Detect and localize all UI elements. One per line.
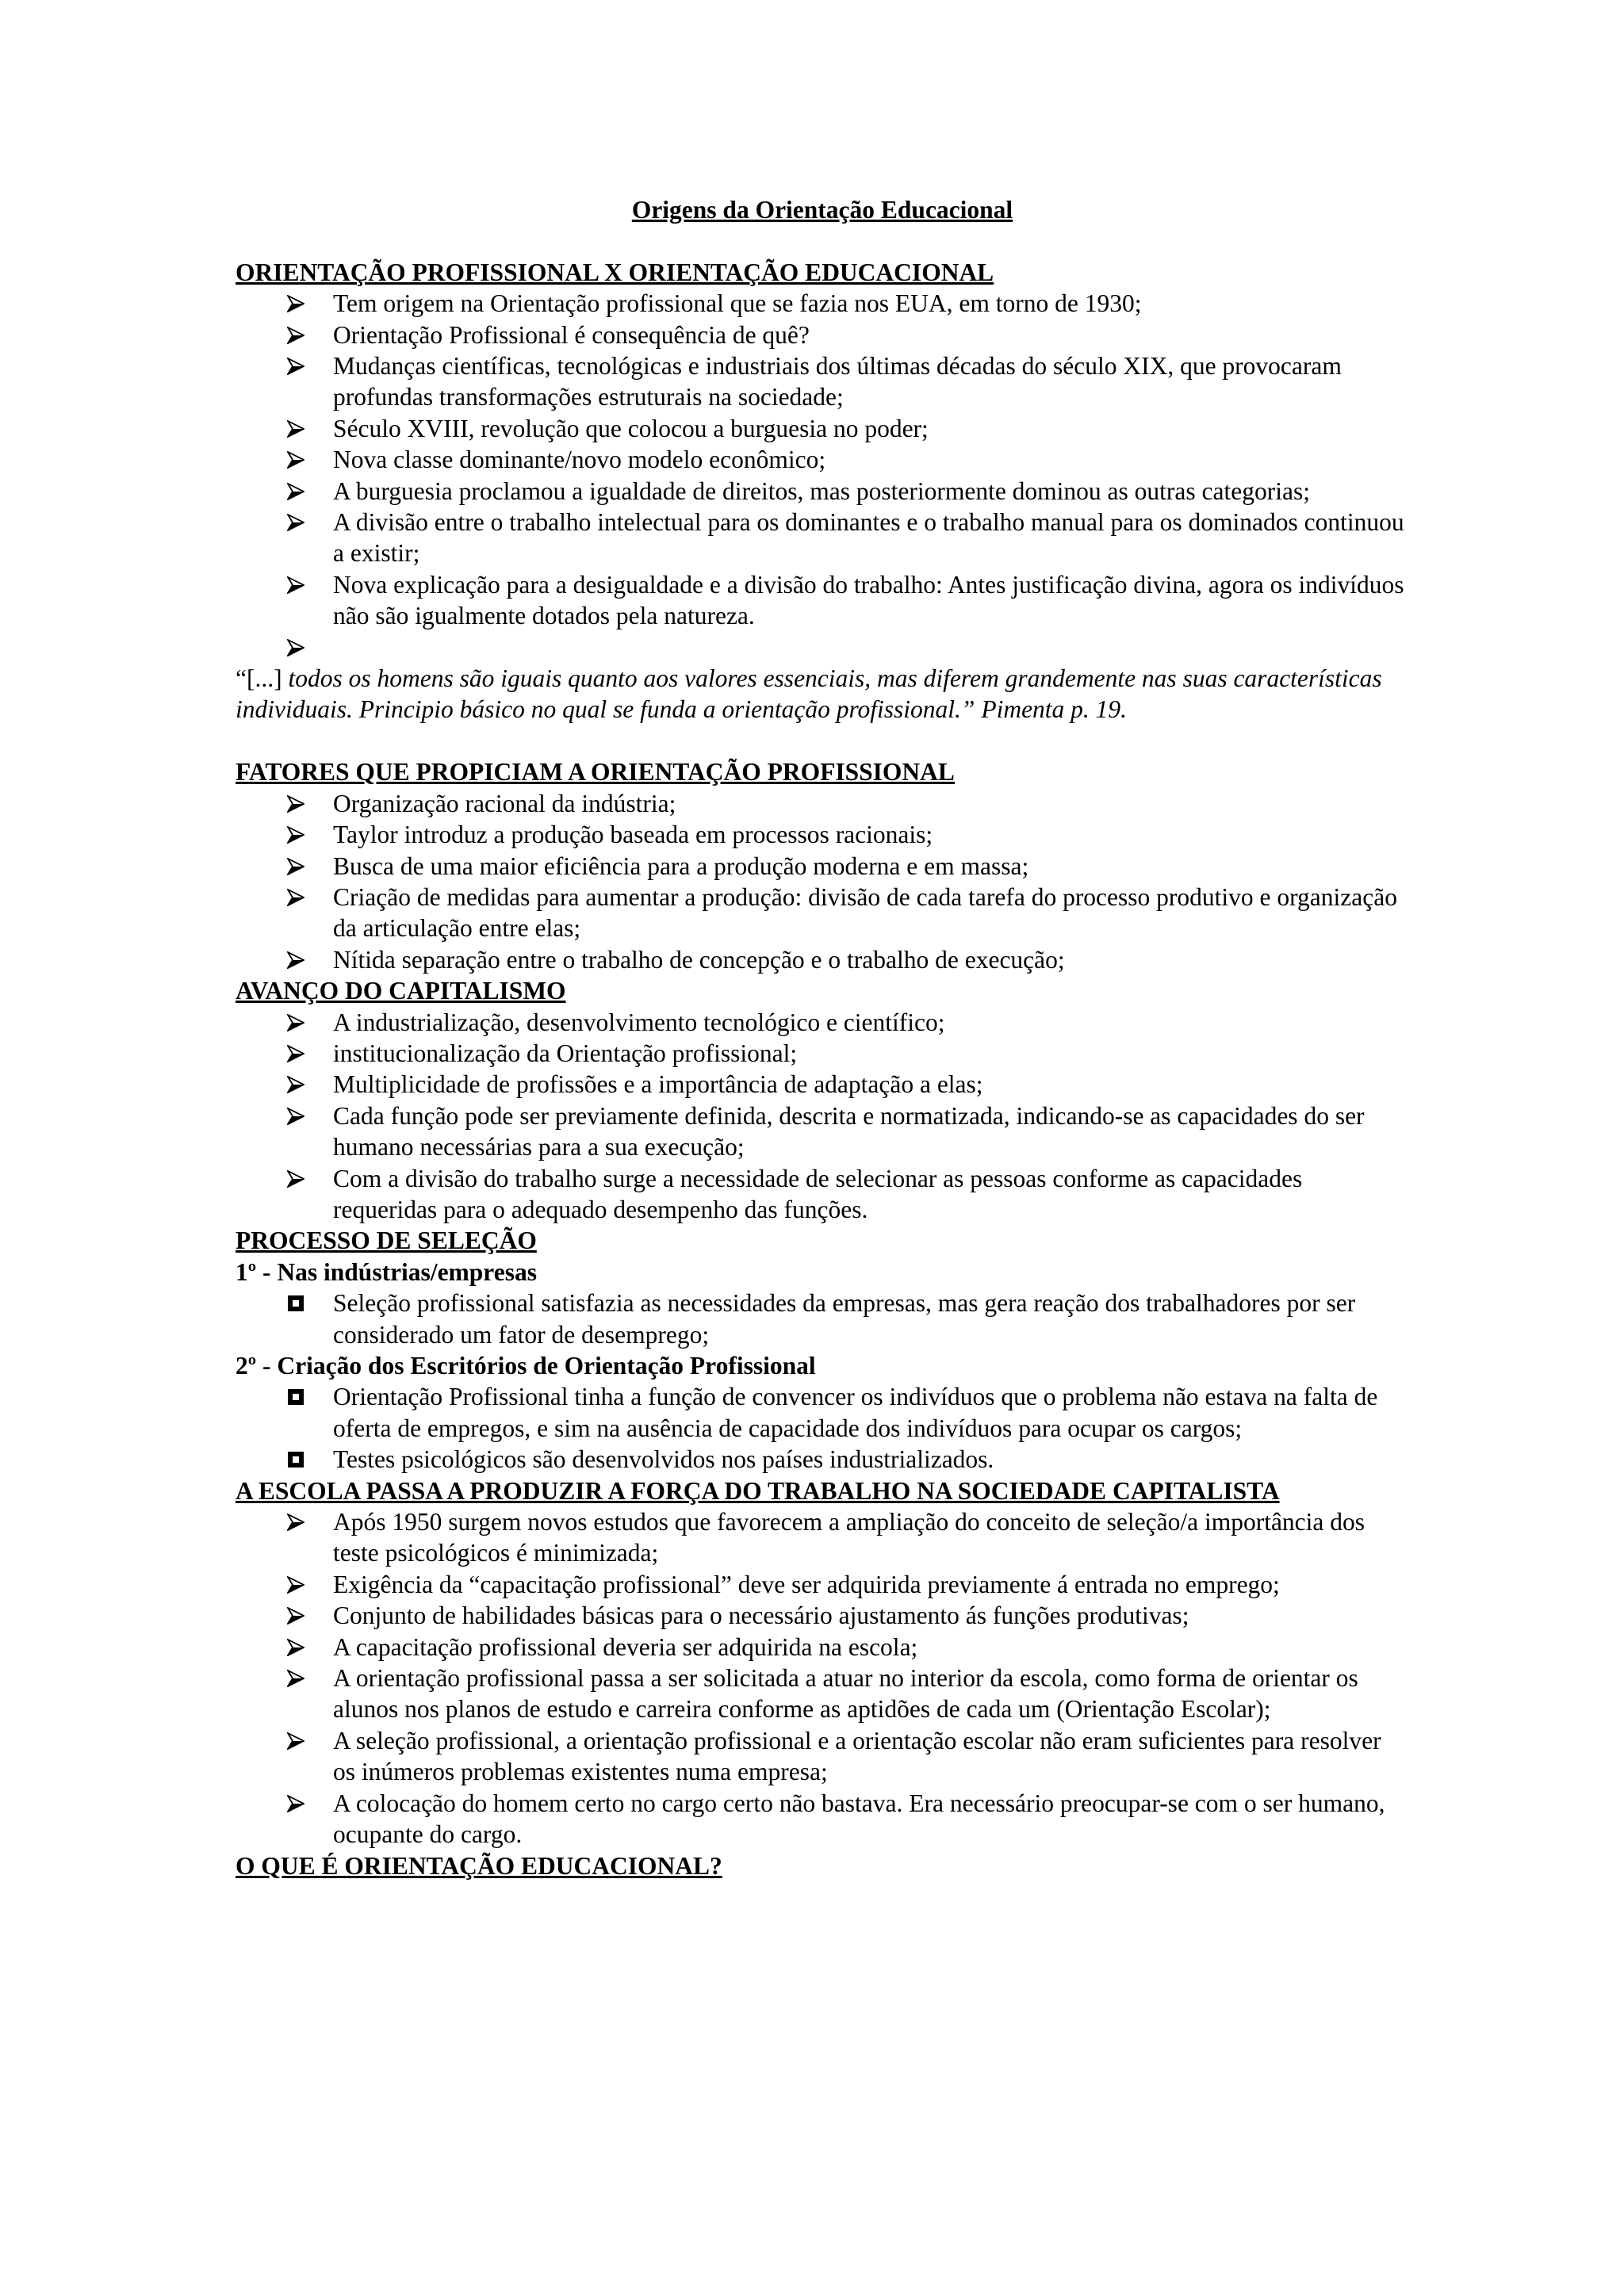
arrow-bullet-icon bbox=[287, 1632, 319, 1663]
arrow-bullet-icon bbox=[287, 1725, 319, 1756]
section3-list bbox=[236, 1007, 1409, 1226]
arrow-bullet-icon bbox=[287, 413, 319, 444]
arrow-bullet-icon bbox=[287, 569, 319, 600]
list-item: institucionalização da Orientação profissional; bbox=[236, 1038, 1409, 1069]
list-item: Exigência da “capacitação profissional” deve ser adquirida previamente á entrada no emprego; bbox=[236, 1569, 1409, 1600]
list-item: Nova explicação para a desigualdade e a divisão do trabalho: Antes justificação divina, agora os indivíduos não são igualmente dotados pela natureza. bbox=[236, 569, 1409, 632]
list-item: Cada função pode ser previamente definida, descrita e normatizada, indicando-se as capacidades do ser humano necessárias para a sua execução; bbox=[236, 1100, 1409, 1163]
spacer bbox=[236, 225, 1409, 256]
list-item: A divisão entre o trabalho intelectual para os dominantes e o trabalho manual para os dominados continuou a existir; bbox=[236, 507, 1409, 569]
arrow-bullet-icon bbox=[287, 1163, 319, 1194]
list-item: Busca de uma maior eficiência para a produção moderna e em massa; bbox=[236, 851, 1409, 882]
heading-question-mark: ? bbox=[709, 1851, 722, 1880]
arrow-bullet-icon bbox=[287, 350, 319, 381]
list-item: A burguesia proclamou a igualdade de direitos, mas posteriormente dominou as outras categorias; bbox=[236, 476, 1409, 507]
arrow-bullet-icon bbox=[287, 1038, 319, 1069]
arrow-bullet-icon bbox=[287, 632, 319, 663]
arrow-bullet-icon bbox=[287, 1788, 319, 1819]
list-item: Taylor introduz a produção baseada em processos racionais; bbox=[236, 819, 1409, 850]
arrow-bullet-icon bbox=[287, 1663, 319, 1693]
section-heading-orientacao-profissional: ORIENTAÇÃO PROFISSIONAL X ORIENTAÇÃO EDUCACIONAL bbox=[236, 258, 994, 286]
spacer bbox=[236, 725, 1409, 756]
list-item: A seleção profissional, a orientação profissional e a orientação escolar não eram suficientes para resolver os inúmeros problemas existentes numa empresa; bbox=[236, 1725, 1409, 1788]
section-heading-o-que-e: O QUE É ORIENTAÇÃO EDUCACIONAL? bbox=[236, 1851, 722, 1880]
list-item: A orientação profissional passa a ser solicitada a atuar no interior da escola, como forma de orientar os alunos nos planos de estudo e carreira conforme as aptidões de cada um (Orientação Escolar); bbox=[236, 1663, 1409, 1725]
quote-body: todos os homens são iguais quanto aos valores essenciais, mas diferem grandemente nas suas características individuais. Principio básico no qual se funda a orientação profissional.” Pimenta p. 19. bbox=[236, 664, 1382, 724]
document-body bbox=[236, 194, 1409, 1881]
section-heading-avanco-capitalismo: AVANÇO DO CAPITALISMO bbox=[236, 977, 566, 1005]
arrow-bullet-icon bbox=[287, 788, 319, 819]
arrow-bullet-icon bbox=[287, 1069, 319, 1100]
document-title: Origens da Orientação Educacional bbox=[631, 196, 1013, 224]
section4-sub2-list bbox=[236, 1381, 1409, 1475]
arrow-bullet-icon bbox=[287, 1506, 319, 1537]
arrow-bullet-icon bbox=[287, 1100, 319, 1131]
square-bullet-icon bbox=[287, 1288, 319, 1318]
section-heading-processo-selecao: PROCESSO DE SELEÇÃO bbox=[236, 1226, 537, 1255]
arrow-bullet-icon bbox=[287, 320, 319, 350]
list-item: Organização racional da indústria; bbox=[236, 788, 1409, 819]
list-item: Século XVIII, revolução que colocou a burguesia no poder; bbox=[236, 413, 1409, 444]
list-item: Orientação Profissional é consequência de quê? bbox=[236, 320, 1409, 350]
list-item: Nova classe dominante/novo modelo econômico; bbox=[236, 444, 1409, 475]
list-item: Seleção profissional satisfazia as necessidades da empresas, mas gera reação dos trabalhadores por ser considerado um fator de desemprego; bbox=[236, 1288, 1409, 1350]
list-item: Criação de medidas para aumentar a produção: divisão de cada tarefa do processo produtivo e organização da articulação entre elas; bbox=[236, 882, 1409, 944]
list-item: Tem origem na Orientação profissional que se fazia nos EUA, em torno de 1930; bbox=[236, 288, 1409, 319]
arrow-bullet-icon bbox=[287, 1007, 319, 1038]
list-item: Conjunto de habilidades básicas para o necessário ajustamento ás funções produtivas; bbox=[236, 1600, 1409, 1631]
list-item: A industrialização, desenvolvimento tecnológico e científico; bbox=[236, 1007, 1409, 1038]
list-item: Orientação Profissional tinha a função de convencer os indivíduos que o problema não estava na falta de oferta de empregos, e sim na ausência de capacidade dos indivíduos para ocupar os cargos; bbox=[236, 1381, 1409, 1444]
square-bullet-icon bbox=[287, 1381, 319, 1412]
section-heading-fatores: FATORES QUE PROPICIAM A ORIENTAÇÃO PROFISSIONAL bbox=[236, 758, 955, 786]
section1-list bbox=[236, 288, 1409, 663]
list-item: Mudanças científicas, tecnológicas e industriais dos últimas décadas do século XIX, que provocaram profundas transformações estruturais na sociedade; bbox=[236, 350, 1409, 413]
arrow-bullet-icon bbox=[287, 444, 319, 475]
section-heading-escola: A ESCOLA PASSA A PRODUZIR A FORÇA DO TRABALHO NA SOCIEDADE CAPITALISTA bbox=[236, 1476, 1280, 1505]
arrow-bullet-icon bbox=[287, 1569, 319, 1600]
pimenta-quote bbox=[236, 663, 1409, 725]
square-bullet-icon bbox=[287, 1444, 319, 1475]
list-item: Com a divisão do trabalho surge a necessidade de selecionar as pessoas conforme as capacidades requeridas para o adequado desempenho das funções. bbox=[236, 1163, 1409, 1226]
arrow-bullet-icon bbox=[287, 819, 319, 850]
list-item: A capacitação profissional deveria ser adquirida na escola; bbox=[236, 1632, 1409, 1663]
list-item: Multiplicidade de profissões e a importância de adaptação a elas; bbox=[236, 1069, 1409, 1100]
arrow-bullet-icon bbox=[287, 507, 319, 538]
section2-list bbox=[236, 788, 1409, 975]
arrow-bullet-icon bbox=[287, 851, 319, 882]
subheading-industrias: 1º - Nas indústrias/empresas bbox=[236, 1257, 537, 1286]
list-item: Nítida separação entre o trabalho de concepção e o trabalho de execução; bbox=[236, 944, 1409, 975]
arrow-bullet-icon bbox=[287, 944, 319, 975]
section4-sub1-list bbox=[236, 1288, 1409, 1350]
list-item: Após 1950 surgem novos estudos que favorecem a ampliação do conceito de seleção/a importância dos teste psicológicos é minimizada; bbox=[236, 1506, 1409, 1569]
list-item-empty bbox=[236, 632, 1409, 663]
quote-open: “[...] bbox=[236, 664, 282, 693]
list-item: A colocação do homem certo no cargo certo não bastava. Era necessário preocupar-se com o ser humano, ocupante do cargo. bbox=[236, 1788, 1409, 1850]
section5-list bbox=[236, 1506, 1409, 1850]
subheading-escritorios: 2º - Criação dos Escritórios de Orientação Profissional bbox=[236, 1352, 816, 1380]
arrow-bullet-icon bbox=[287, 882, 319, 913]
arrow-bullet-icon bbox=[287, 288, 319, 319]
arrow-bullet-icon bbox=[287, 476, 319, 507]
arrow-bullet-icon bbox=[287, 1600, 319, 1631]
list-item: Testes psicológicos são desenvolvidos nos países industrializados. bbox=[236, 1444, 1409, 1475]
